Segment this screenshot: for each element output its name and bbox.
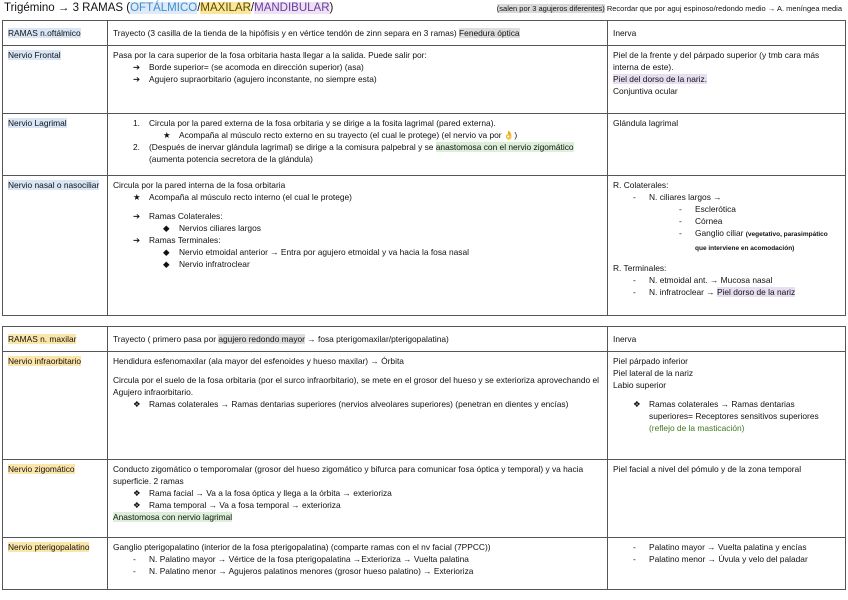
note-small: (vegetativo, parasimpático [745,231,828,238]
nerve-name: Nervio zigomático [8,464,75,474]
diamond-icon: ◆ [163,223,170,233]
dash-icon: - [633,542,636,552]
dash-icon: - [679,216,682,226]
inerva-cell [608,46,846,114]
title-mandibular: MANDIBULAR [254,2,330,14]
header-cell [608,327,846,352]
trayecto-line: Hendidura esfenomaxilar (ala mayor del esfenoides y hueso maxilar) → Órbita [113,356,404,366]
line-text: Ramas colaterales → Ramas dentarias superiores (nervios alveolares superiores) (penetran en dientes y encías) [149,399,569,409]
header-trayecto: Trayecto (3 casilla de la tienda de la hipófisis y en vértice tendón de zinn separa en 3 ramas) [113,28,457,38]
header-trayecto-end: → fosa pterigomaxilar/pterigopalatina) [304,334,449,344]
header-trayecto: Trayecto ( primero pasa por [113,334,219,344]
trayecto-cell [108,460,608,538]
trayecto-line [113,258,602,270]
table-header-row [3,327,846,352]
title-maxilar: MAXILAR [200,2,251,14]
trayecto-line: Pasa por la cara superior de la fosa orbitaria hasta llegar a la salida. Puede salir por: [113,50,427,60]
header-cell [3,21,108,46]
diamond-icon: ◆ [163,247,170,257]
inerva-cell [608,176,846,316]
list-number: 2. [133,142,140,152]
line-text: Agujero supraorbitario (agujero inconstante, no siempre esta) [149,74,377,84]
nerve-name: Nervio Frontal [8,50,61,60]
inerva-line [613,541,840,553]
nerve-name: Nervio Lagrimal [8,118,67,128]
nerve-name-cell [3,460,108,538]
trayecto-line [113,210,602,222]
trayecto-line [113,141,602,165]
dash-icon: - [679,228,682,238]
inerva-line: Conjuntiva ocular [613,86,678,96]
trayecto-line [113,129,602,141]
trayecto-cell [108,176,608,316]
dash-icon: - [633,192,636,202]
dash-icon: - [133,566,136,576]
line-text: Nervio infratroclear [179,259,250,269]
header-note [497,4,842,13]
spacer [113,203,602,210]
note-text: Recordar que por aguj espinoso/redondo medio → A. meníngea media [604,4,842,13]
line-text: Nervio etmoidal anterior → Entra por agujero etmoidal y va hacia la fosa nasal [179,247,470,257]
title-separator: / [197,2,201,14]
anastomosis-highlight: Anastomosa con nervio lagrimal [113,512,233,522]
title-separator: / [250,2,255,14]
inerva-line: Piel facial a nivel del pómulo y de la zona temporal [613,464,802,474]
note-small: que interviene en acomodación) [695,245,795,252]
diamond-icon: ◆ [163,259,170,269]
header-agujero: agujero redondo mayor [218,334,305,344]
line-text: Ramas Colaterales: [149,211,223,221]
header-cell [108,327,608,352]
arrow-icon: ➔ [133,62,141,72]
arrow-icon: ➔ [133,211,141,221]
line-text: Circula por la pared externa de la fosa orbitaria y se dirige a la fosita lagrimal (pared externa). [149,118,496,128]
line-text: N. Palatino menor → Agujeros palatinos menores (grosor hueso palatino) → Exterioriza [149,566,474,576]
line-text: Ramas colaterales → Ramas dentarias superiores= Receptores sensitivos superiores [649,399,819,421]
line-text: Ramas Terminales: [149,235,221,245]
inerva-line: Labio superior [613,380,667,390]
trayecto-cell [108,352,608,460]
nerve-name-cell [3,46,108,114]
title-suffix: ) [329,2,334,14]
line-text: Córnea [695,216,723,226]
fleur-icon: ❖ [133,399,141,409]
header-inerva: Inerva [613,334,637,344]
header-cell [108,21,608,46]
spacer [613,391,840,398]
nerve-name: Nervio nasal o nasociliar [8,180,100,190]
line-text: Borde superior= (se acomoda en dirección superior) (asa) [149,62,364,72]
spacer [113,367,602,374]
arrow-icon: ➔ [133,74,141,84]
trayecto-line [113,553,602,565]
reflex-note: (reflejo de la masticación) [649,423,745,433]
inerva-line [613,191,840,203]
dash-icon: - [633,287,636,297]
inerva-line: Piel lateral de la nariz [613,368,694,378]
header-inerva: Inerva [613,28,637,38]
inerva-cell [608,114,846,176]
table-row [3,538,846,590]
trayecto-cell [108,538,608,590]
inerva-line [613,215,840,227]
line-text: Palatino menor → Úvula y velo del paladar [649,554,808,564]
trayecto-cell [108,114,608,176]
trayecto-line [113,487,602,499]
document-header [4,2,844,18]
nerve-name-cell [3,352,108,460]
dash-icon: - [633,275,636,285]
nerve-name-cell [3,538,108,590]
line-text: (Después de inervar glándula lagrimal) se dirige a la comisura palpebral y se [149,142,436,152]
trayecto-line [113,246,602,258]
trayecto-line [113,398,602,410]
inerva-line [613,286,840,298]
header-ramas: RAMAS n. maxilar [8,334,77,344]
inerva-line [613,227,840,241]
line-text: Ganglio ciliar [695,228,744,238]
nerve-name-cell [3,176,108,316]
inerva-line [613,553,840,565]
star-icon: ★ [163,130,171,140]
inerva-line: Piel del dorso de la nariz. [613,74,708,84]
line-text: Acompaña al músculo recto externo en su trayecto (el cual le protege) (el nervio va por 👌) [179,130,518,140]
oftalmico-table [2,20,846,316]
dash-icon: - [633,554,636,564]
list-number: 1. [133,118,140,128]
trayecto-line [113,191,602,203]
nerve-name: Nervio infraorbitario [8,356,82,366]
header-cell [3,327,108,352]
trayecto-line [113,499,602,511]
maxilar-table [2,326,846,590]
fleur-icon: ❖ [133,500,141,510]
star-icon: ★ [133,192,141,202]
dash-icon: - [679,204,682,214]
table-row [3,352,846,460]
arrow-icon: ➔ [133,235,141,245]
header-ramas: RAMAS n.oftálmico [8,28,81,38]
inerva-line: R. Colaterales: [613,180,669,190]
line-text: Palatino mayor → Vuelta palatina y encías [649,542,807,552]
line-text: Nervios ciliares largos [179,223,261,233]
dash-icon: - [133,554,136,564]
trayecto-line [113,61,602,73]
trayecto-line: Circula por el suelo de la fosa orbitaria (por el surco infraorbitario), se mete en el grosor del hueso y se exterioriza aprovechando el Agujero infraorbitario. [113,375,599,397]
line-text: N. Palatino mayor → Vértice de la fosa pterigopalatina →Exterioriza → Vuelta palatina [149,554,469,564]
trayecto-line: Ganglio pterigopalatino (interior de la fosa pterigopalatina) (comparte ramas con el nv facial (7PPCC)) [113,542,491,552]
inerva-line [613,398,840,434]
line-text: (aumenta potencia secretora de la glándula) [149,154,313,164]
line-text: Esclerótica [695,204,736,214]
fleur-icon: ❖ [633,399,641,409]
fleur-icon: ❖ [133,488,141,498]
inerva-cell [608,538,846,590]
table-row [3,114,846,176]
inerva-line: R. Terminales: [613,263,667,273]
note-highlight: (salen por 3 agujeros diferentes) [496,4,605,13]
spacer [613,255,840,262]
inerva-line: Piel párpado inferior [613,356,688,366]
nerve-name: Nervio pterigopalatino [8,542,90,552]
trayecto-line [113,565,602,577]
table-row [3,176,846,316]
table-row [3,460,846,538]
nerve-name-cell [3,114,108,176]
trayecto-line: Conducto zigomático o temporomalar (grosor del hueso zigomático y bifurca para comunicar fosa óptica y temporal) y va hacia superficie. 2 ramas [113,464,584,486]
trayecto-line [113,73,602,85]
line-text: Rama temporal → Va a fosa temporal → exterioriza [149,500,341,510]
line-text: N. infratroclear → [649,287,717,297]
inerva-cell [608,460,846,538]
line-text: N. ciliares largos → [649,192,722,202]
inerva-line [613,203,840,215]
trayecto-line [113,117,602,129]
line-text: Acompaña al músculo recto interno (el cual le protege) [149,192,352,202]
line-text: N. etmoidal ant. → Mucosa nasal [649,275,773,285]
trayecto-line [113,222,602,234]
inerva-line: Piel de la frente y del párpado superior (y tmb cara más interna de este). [613,50,820,72]
table-header-row [3,21,846,46]
inerva-line [613,274,840,286]
title-prefix: Trigémino → 3 RAMAS ( [4,2,131,14]
header-cell [608,21,846,46]
trayecto-line: Circula por la pared interna de la fosa orbitaria [113,180,286,190]
header-fenedura: Fenedura óptica [459,28,520,38]
table-row [3,46,846,114]
inerva-line: Glándula lagrimal [613,118,679,128]
line-text: Rama facial → Va a la fosa óptica y llega a la órbita → exterioriza [149,488,392,498]
title-oftalmico: OFTÁLMICO [130,2,198,14]
inerva-highlight: Piel dorso de la nariz [716,287,796,297]
anastomosis-highlight: anastomosa con el nervio zigomático [435,142,574,152]
trayecto-line [113,234,602,246]
page-title [4,2,333,14]
trayecto-cell [108,46,608,114]
inerva-cell [608,352,846,460]
